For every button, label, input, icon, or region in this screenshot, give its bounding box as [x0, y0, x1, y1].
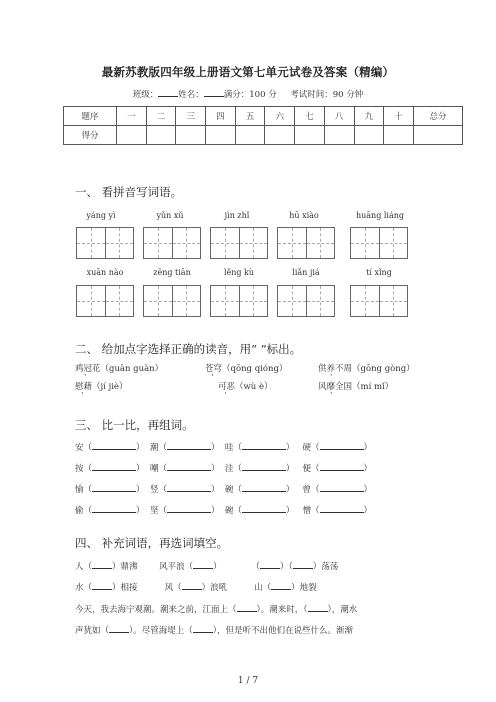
class-label: 班级：	[132, 90, 159, 100]
score-header-cell: 二	[146, 107, 176, 126]
score-value-row	[64, 126, 463, 145]
answer-blank[interactable]	[193, 624, 213, 633]
compare-char: 碗	[224, 485, 234, 495]
section3-heading: 三、 比一比，再组词。	[75, 418, 194, 432]
pron-word: 苍穹	[205, 364, 223, 374]
score-header-cell: 七	[295, 107, 325, 126]
pron-options[interactable]: （qōng qióng）	[222, 364, 288, 374]
score-cell[interactable]	[354, 126, 384, 145]
writing-box[interactable]	[350, 285, 408, 317]
pron-item	[318, 362, 415, 374]
writing-box[interactable]	[143, 227, 201, 259]
score-cell[interactable]	[384, 126, 414, 145]
answer-blank[interactable]	[242, 441, 286, 450]
score-header-cell: 三	[176, 107, 206, 126]
idiom-text: 风平浪（	[159, 562, 194, 572]
paragraph-text: 声犹如（	[75, 626, 110, 636]
compare-char: 便	[302, 464, 312, 474]
writing-box[interactable]	[76, 285, 134, 317]
pron-item	[318, 380, 393, 392]
score-row-label: 得分	[64, 126, 117, 145]
score-header-cell: 九	[354, 107, 384, 126]
answer-blank[interactable]	[167, 441, 211, 450]
compare-char: 愉	[75, 485, 84, 495]
paragraph-text: ）。潮来时，（	[256, 605, 308, 615]
compare-char: 曾	[302, 485, 312, 495]
pinyin-label: hū xiào	[289, 211, 319, 220]
pron-item	[75, 362, 163, 374]
answer-blank[interactable]	[320, 462, 364, 471]
answer-blank[interactable]	[320, 483, 364, 492]
pron-options[interactable]: （wù è）	[235, 382, 273, 392]
idiom-line	[75, 560, 338, 572]
answer-blank[interactable]	[92, 441, 136, 450]
score-header-cell: 八	[324, 107, 354, 126]
idiom-text: 人（	[75, 562, 93, 572]
page-title: 最新苏教版四年级上册语文第七单元试卷及答案（精编）	[101, 65, 395, 79]
compare-char: 硬	[302, 443, 312, 453]
answer-blank[interactable]	[193, 560, 213, 569]
writing-box[interactable]	[210, 285, 268, 317]
score-cell[interactable]	[146, 126, 176, 145]
answer-blank[interactable]	[167, 462, 211, 471]
pinyin-label: tí xǐng	[366, 268, 392, 277]
compare-char: 竖	[149, 485, 159, 495]
answer-blank[interactable]	[320, 504, 364, 513]
idiom-text: ）（	[279, 562, 293, 572]
answer-blank[interactable]	[92, 483, 136, 492]
page-number: 1 / 7	[237, 676, 259, 686]
exam-info	[0, 88, 496, 100]
score-header-cell: 四	[206, 107, 236, 126]
answer-blank[interactable]	[92, 462, 136, 471]
compare-char: 坚	[149, 506, 159, 516]
score-header-cell: 五	[235, 107, 265, 126]
score-header-cell: 一	[117, 107, 147, 126]
answer-blank[interactable]	[260, 560, 280, 569]
pinyin-label: lěng kù	[223, 268, 255, 277]
pinyin-label: jìn zhǐ	[224, 211, 250, 220]
pinyin-label: yǔn xǔ	[156, 211, 184, 220]
score-header-cell: 六	[265, 107, 295, 126]
answer-blank[interactable]	[92, 581, 112, 590]
writing-box[interactable]	[277, 227, 335, 259]
compare-char: 安	[75, 443, 84, 453]
writing-box[interactable]	[210, 227, 268, 259]
score-cell[interactable]	[324, 126, 354, 145]
idiom-text: ）地裂	[291, 583, 317, 593]
compare-char: 哇	[224, 443, 234, 453]
pron-word: 供养不周	[318, 364, 353, 374]
score-cell[interactable]	[295, 126, 325, 145]
pinyin-label: yáng yì	[86, 211, 116, 220]
score-cell[interactable]	[206, 126, 236, 145]
score-cell[interactable]	[235, 126, 265, 145]
score-header-cell: 题序	[64, 107, 117, 126]
answer-blank[interactable]	[293, 560, 313, 569]
name-blank	[204, 88, 224, 97]
idiom-text: 风（	[164, 583, 182, 593]
answer-blank[interactable]	[92, 504, 136, 513]
score-cell[interactable]	[176, 126, 206, 145]
pron-word: 风靡全国	[318, 382, 353, 392]
score-header-cell: 总分	[414, 107, 463, 126]
idiom-text: 水（	[75, 583, 93, 593]
answer-blank[interactable]	[92, 560, 112, 569]
idiom-text: 山（	[254, 583, 272, 593]
name-label: 姓名：	[178, 90, 204, 100]
section4-heading: 四、 补充词语，再选词填空。	[75, 536, 229, 550]
answer-blank[interactable]	[242, 462, 286, 471]
pron-item	[218, 380, 273, 392]
pinyin-label: zēng tiān	[153, 268, 191, 277]
answer-blank[interactable]	[167, 483, 211, 492]
idiom-text: ）	[213, 562, 222, 572]
pron-item	[205, 362, 287, 374]
idiom-text: ）浪吼	[201, 583, 228, 593]
idiom-line	[75, 581, 317, 593]
idiom-text: ）相接	[112, 583, 138, 593]
pron-word: 鸡冠花	[75, 364, 101, 374]
pron-options[interactable]: （guān guàn）	[100, 364, 164, 374]
pinyin-label: xuān nào	[86, 268, 124, 277]
compare-char: 憎	[302, 506, 312, 516]
compare-char: 潮	[149, 443, 159, 453]
section2-heading: 二、 给加点字选择正确的读音，用“ ”标出。	[75, 342, 302, 356]
section1-heading: 一、 看拼音写词语。	[75, 185, 183, 199]
pinyin-label: liǎn jiá	[292, 268, 320, 277]
score-table	[63, 106, 463, 145]
pron-options[interactable]: （jí jiè）	[92, 382, 128, 392]
compare-row: 愉（ ） 竖（ ） 碗（ ） 曾（ ）	[75, 485, 373, 495]
compare-char: 碗	[224, 506, 234, 516]
idiom-text: （	[251, 562, 260, 572]
score-cell[interactable]	[117, 126, 147, 145]
answer-blank[interactable]	[109, 624, 129, 633]
compare-row: 安（ ） 潮（ ） 哇（ ） 硬（ ）	[75, 443, 373, 453]
score-header-cell: 十	[384, 107, 414, 126]
compare-char: 洼	[224, 464, 234, 474]
compare-char: 偷	[75, 506, 84, 516]
answer-blank[interactable]	[237, 603, 257, 612]
compare-char: 嘲	[149, 464, 159, 474]
idiom-text: ）荡荡	[312, 562, 339, 572]
compare-row: 按（ ） 嘲（ ） 洼（ ） 便（ ）	[75, 464, 373, 474]
writing-box[interactable]	[277, 285, 335, 317]
paragraph-text: 今天，我去海宁观潮。潮来之前，江面上（	[75, 605, 237, 615]
answer-blank[interactable]	[308, 603, 328, 612]
score-cell[interactable]	[414, 126, 463, 145]
pron-options[interactable]: （gōng gòng）	[352, 364, 415, 374]
answer-blank[interactable]	[242, 504, 286, 513]
answer-blank[interactable]	[271, 581, 291, 590]
score-label: 满分：100 分	[223, 90, 277, 100]
class-blank	[158, 88, 178, 97]
writing-box[interactable]	[350, 227, 408, 259]
answer-blank[interactable]	[242, 483, 286, 492]
paragraph-line	[75, 624, 353, 636]
pron-word: 可恶	[218, 382, 236, 392]
score-cell[interactable]	[265, 126, 295, 145]
answer-blank[interactable]	[167, 504, 211, 513]
pron-item	[75, 380, 127, 392]
writing-box[interactable]	[76, 227, 134, 259]
paragraph-text: ），但是听不出他们在说些什么。渐渐	[212, 626, 354, 636]
paragraph-text: ）。尽管海堤上（	[129, 626, 193, 636]
compare-char: 按	[75, 464, 84, 474]
pinyin-label: huāng liáng	[355, 211, 405, 220]
pron-options[interactable]: （mí mǐ）	[352, 382, 394, 392]
writing-box[interactable]	[143, 285, 201, 317]
idiom-text: ）鼎沸	[112, 562, 138, 572]
time-label: 考试时间：90 分钟	[290, 90, 364, 100]
score-header-row	[64, 107, 463, 126]
paragraph-line	[75, 603, 357, 615]
answer-blank[interactable]	[182, 581, 202, 590]
pron-word: 慰藉	[75, 382, 93, 392]
answer-blank[interactable]	[320, 441, 364, 450]
paragraph-text: ），潮水	[327, 605, 358, 615]
compare-row: 偷（ ） 坚（ ） 碗（ ） 憎（ ）	[75, 506, 373, 516]
